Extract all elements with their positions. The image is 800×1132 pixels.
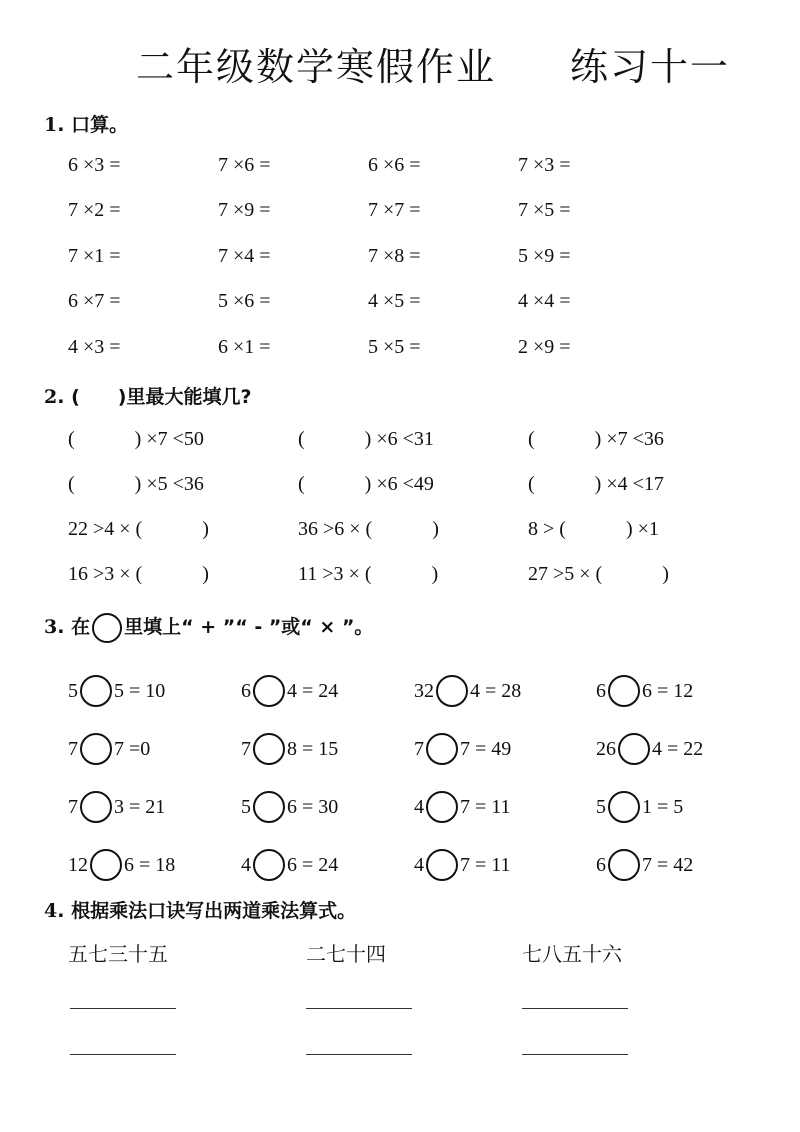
operator-circle[interactable]: [80, 733, 112, 765]
title-exercise: 练习十一: [570, 45, 731, 89]
fill-max-item[interactable]: 22 >4 × ( ): [68, 518, 209, 540]
answer-line[interactable]: [522, 1054, 628, 1055]
mental-math-item[interactable]: 5 ×6 =: [218, 290, 271, 313]
operator-item: [68, 778, 241, 836]
multiplication-phrase: 五七三十五: [68, 942, 168, 966]
operator-item: [596, 720, 766, 778]
operand-left: 7: [414, 737, 424, 760]
operator-item: [596, 778, 766, 836]
operator-item: [414, 778, 596, 836]
operator-item: [596, 836, 766, 894]
mental-math-item[interactable]: 7 ×4 =: [218, 244, 271, 267]
circle-blank-icon: [92, 613, 122, 643]
section4-number: 4: [44, 900, 58, 922]
operator-circle[interactable]: [90, 849, 122, 881]
multiplication-phrase: 二七十四: [306, 942, 386, 966]
operand-left: 6: [241, 679, 251, 702]
mental-math-item[interactable]: 6 ×6 =: [368, 154, 421, 176]
section1-number: 1: [44, 114, 58, 136]
mental-math-item[interactable]: 4 ×5 =: [368, 290, 421, 313]
operator-circle[interactable]: [426, 849, 458, 881]
section3-number: 3: [44, 616, 58, 638]
mental-math-item[interactable]: 2 ×9 =: [518, 335, 571, 358]
mental-math-item[interactable]: 7 ×1 =: [68, 244, 121, 267]
operand-right: 6 = 24: [287, 853, 339, 876]
operand-left: 6: [596, 853, 606, 876]
section1-title: 口算。: [71, 114, 129, 136]
mental-math-item[interactable]: 7 ×5 =: [518, 199, 571, 222]
operand-right: 3 = 21: [114, 795, 166, 818]
section3-title-after: 里填上“ + ”“ - ”或“ × ”。: [124, 616, 374, 638]
operand-right: 6 = 18: [124, 853, 176, 876]
operator-circle[interactable]: [608, 675, 640, 707]
answer-line[interactable]: [70, 1054, 176, 1055]
operator-item: [414, 720, 596, 778]
operand-left: 4: [414, 853, 424, 876]
operator-circle[interactable]: [253, 849, 285, 881]
section1-heading: 1. 口算。: [44, 114, 129, 136]
mental-math-item[interactable]: 6 ×7 =: [68, 290, 121, 313]
mental-math-item[interactable]: 6 ×1 =: [218, 335, 271, 358]
operand-left: 4: [414, 795, 424, 818]
operand-right: 6 = 12: [642, 679, 694, 702]
operand-right: 7 =0: [114, 737, 151, 760]
answer-line[interactable]: [306, 1054, 412, 1055]
operator-circle[interactable]: [618, 733, 650, 765]
mental-math-item[interactable]: 5 ×9 =: [518, 244, 571, 267]
answer-line[interactable]: [522, 1008, 628, 1009]
operand-left: 5: [241, 795, 251, 818]
operand-right: 4 = 24: [287, 679, 339, 702]
mental-math-item[interactable]: 7 ×6 =: [218, 154, 271, 176]
mental-math-item[interactable]: 7 ×9 =: [218, 199, 271, 222]
operator-grid: [68, 662, 766, 894]
section2-title: ( )里最大能填几?: [71, 386, 252, 408]
mental-math-item[interactable]: 4 ×4 =: [518, 290, 571, 313]
fill-max-grid: [68, 424, 758, 604]
operator-item: [68, 662, 241, 720]
operator-item: [596, 662, 766, 720]
operator-item: [241, 720, 414, 778]
fill-max-item[interactable]: 27 >5 × ( ): [528, 563, 669, 585]
operand-right: 5 = 10: [114, 679, 166, 702]
answer-line[interactable]: [306, 1008, 412, 1009]
mental-math-item[interactable]: 7 ×7 =: [368, 199, 421, 222]
operator-circle[interactable]: [426, 733, 458, 765]
operand-left: 4: [241, 853, 251, 876]
fill-max-item[interactable]: 36 >6 × ( ): [298, 518, 439, 540]
operand-right: 4 = 28: [470, 679, 522, 702]
operand-right: 7 = 49: [460, 737, 512, 760]
operator-circle[interactable]: [253, 733, 285, 765]
operand-left: 7: [241, 737, 251, 760]
section3-heading: 3. 在 里填上“ + ”“ - ”或“ × ”。: [44, 612, 373, 643]
operand-left: 32: [414, 679, 434, 702]
operator-item: [414, 836, 596, 894]
fill-max-item[interactable]: ( ) ×6 <31: [298, 428, 434, 450]
operand-left: 7: [68, 737, 78, 760]
operand-left: 6: [596, 679, 606, 702]
section3-title-before: 在: [71, 616, 91, 638]
operand-right: 1 = 5: [642, 795, 684, 818]
mental-math-item[interactable]: 7 ×3 =: [518, 154, 571, 176]
fill-max-item[interactable]: ( ) ×7 <50: [68, 428, 204, 450]
operand-left: 12: [68, 853, 88, 876]
operator-item: [241, 778, 414, 836]
section4-heading: 4. 根据乘法口诀写出两道乘法算式。: [44, 900, 357, 922]
mental-math-item[interactable]: 5 ×5 =: [368, 335, 421, 358]
operand-right: 8 = 15: [287, 737, 339, 760]
section4-title: 根据乘法口诀写出两道乘法算式。: [71, 900, 357, 922]
section2-heading: 2. ( )里最大能填几?: [44, 386, 252, 408]
fill-max-item[interactable]: ( ) ×4 <17: [528, 473, 664, 495]
operator-circle[interactable]: [253, 675, 285, 707]
operand-right: 4 = 22: [652, 737, 704, 760]
operator-circle[interactable]: [253, 791, 285, 823]
operator-circle[interactable]: [608, 791, 640, 823]
operator-item: [68, 720, 241, 778]
mental-math-item[interactable]: 6 ×3 =: [68, 154, 121, 176]
multiplication-phrase: 七八五十六: [522, 942, 622, 966]
operator-circle[interactable]: [80, 675, 112, 707]
operand-right: 6 = 30: [287, 795, 339, 818]
operand-left: 5: [68, 679, 78, 702]
answer-line[interactable]: [70, 1008, 176, 1009]
fill-max-item[interactable]: ( ) ×6 <49: [298, 473, 434, 495]
mental-math-grid: [68, 150, 668, 377]
operator-circle[interactable]: [80, 791, 112, 823]
operator-circle[interactable]: [608, 849, 640, 881]
operand-right: 7 = 11: [460, 795, 511, 818]
operand-right: 7 = 11: [460, 853, 511, 876]
title-main: 二年级数学寒假作业: [136, 45, 497, 89]
fill-max-item[interactable]: 8 > ( ) ×1: [528, 518, 659, 540]
operand-left: 26: [596, 737, 616, 760]
fill-max-item[interactable]: ( ) ×7 <36: [528, 428, 664, 450]
mental-math-item[interactable]: 7 ×2 =: [68, 199, 121, 222]
operand-right: 7 = 42: [642, 853, 694, 876]
operator-item: [68, 836, 241, 894]
operand-left: 5: [596, 795, 606, 818]
section2-number: 2: [44, 386, 58, 408]
operator-circle[interactable]: [436, 675, 468, 707]
operator-item: [241, 836, 414, 894]
operator-item: [414, 662, 596, 720]
operand-left: 7: [68, 795, 78, 818]
mental-math-item[interactable]: 4 ×3 =: [68, 335, 121, 358]
mental-math-item[interactable]: 7 ×8 =: [368, 244, 421, 267]
operator-circle[interactable]: [426, 791, 458, 823]
fill-max-item[interactable]: 11 >3 × ( ): [298, 563, 439, 585]
page-title: [0, 36, 800, 96]
fill-max-item[interactable]: ( ) ×5 <36: [68, 473, 204, 495]
operator-item: [241, 662, 414, 720]
fill-max-item[interactable]: 16 >3 × ( ): [68, 563, 209, 585]
